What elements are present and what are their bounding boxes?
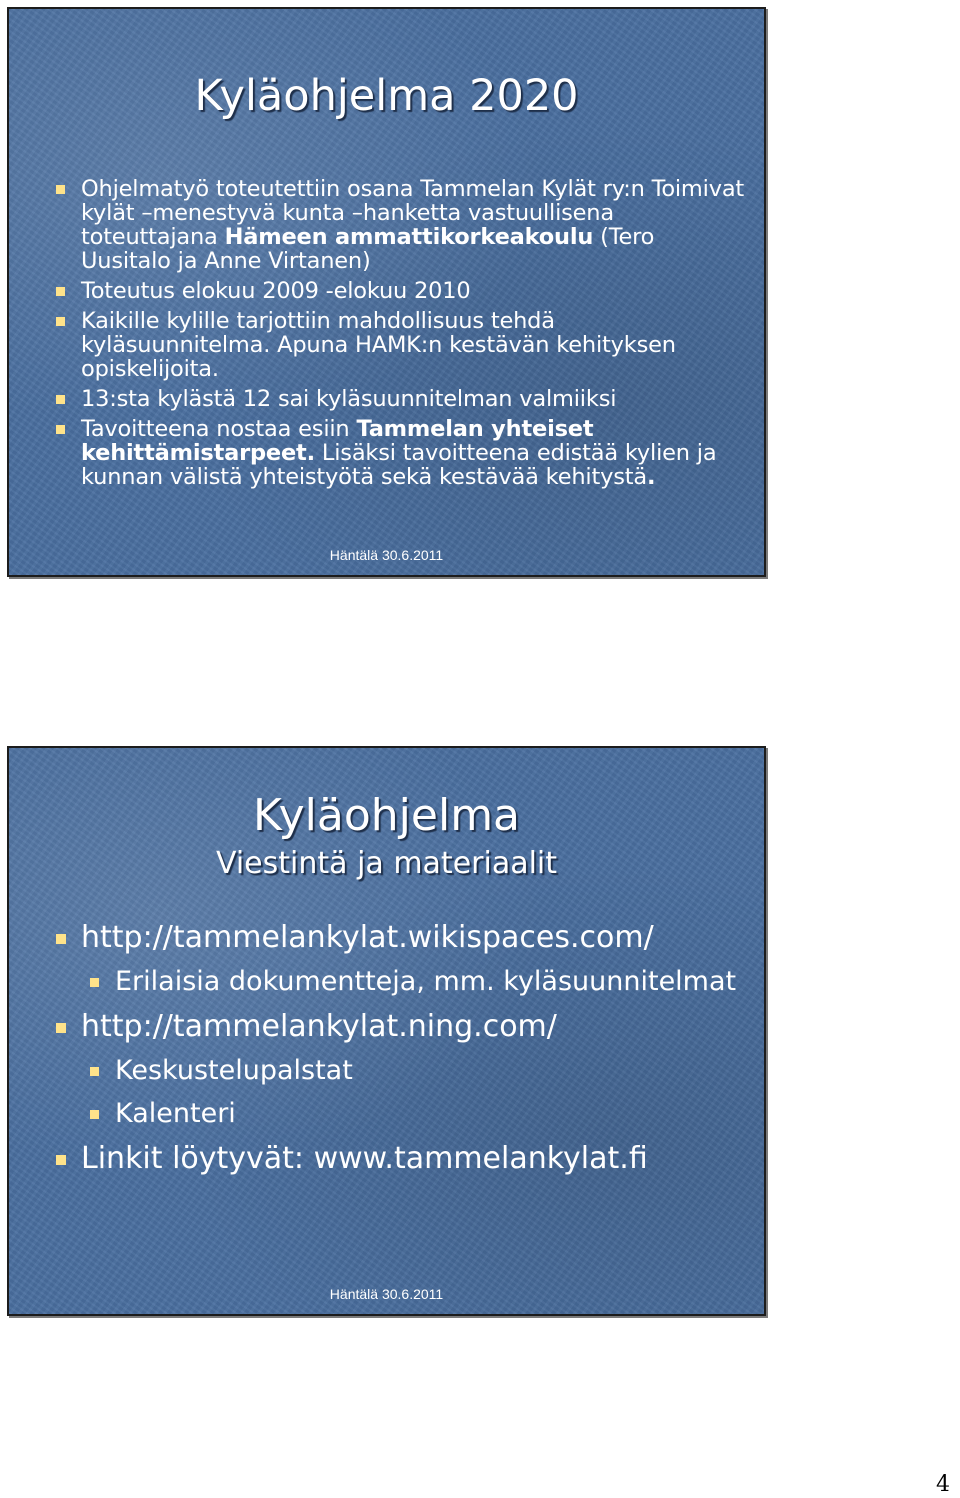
slide-1-footer: Häntälä 30.6.2011: [329, 547, 444, 563]
bullet-text: Kaikille kylille tarjottiin mahdollisuus tehdä kyläsuunnitelma. Apuna HAMK:n kestävän kehityksen opiskelijoita.: [81, 308, 676, 382]
bullet-bold-text: .: [646, 464, 656, 490]
sub-bullet-item: [89, 1098, 745, 1130]
link-text: http://tammelankylat.ning.com/: [81, 1009, 557, 1044]
slide-1: [7, 7, 766, 577]
slide-2-subtitle: Viestintä ja materiaalit: [215, 846, 558, 881]
bullet-item: [55, 1141, 745, 1177]
bullet-bold-text: Hämeen ammattikorkeakoulu: [224, 224, 594, 250]
bullet-text: Kalenteri: [115, 1098, 236, 1129]
bullet-text: Keskustelupalstat: [115, 1055, 353, 1086]
bullet-item: [55, 309, 745, 381]
slide-2-footer: Häntälä 30.6.2011: [329, 1286, 444, 1302]
sub-bullet-item: [89, 1055, 745, 1087]
slide-2: [7, 746, 766, 1316]
bullet-item-link: [55, 920, 745, 956]
bullet-text: Toteutus elokuu 2009 -elokuu 2010: [81, 278, 471, 304]
page-number: 4: [936, 1472, 950, 1497]
bullet-text: Ohjelmatyö toteutettiin osana Tammelan Kylät ry:n Toimivat kylät –menestyvä kunta –hanketta vastuullisena toteuttajana: [81, 176, 745, 250]
bullet-text: Lisäksi tavoitteena edistää kylien ja kunnan välistä yhteistyötä sekä kestävää kehitystä: [81, 440, 717, 490]
bullet-item: [55, 387, 745, 411]
bullet-text: (Tero Uusitalo ja Anne Virtanen): [81, 224, 655, 274]
slide-2-title: Kyläohjelma: [252, 790, 521, 841]
slide-1-bullet-list: [55, 177, 745, 495]
bullet-text: Linkit löytyvät: www.tammelankylat.fi: [81, 1141, 648, 1176]
bullet-bold-text: Tammelan yhteiset kehittämistarpeet.: [81, 416, 594, 466]
slide-2-bullet-list: [55, 920, 745, 1187]
bullet-text: Erilaisia dokumentteja, mm. kyläsuunnitelmat: [115, 966, 737, 997]
slide-1-title: Kyläohjelma 2020: [194, 71, 579, 121]
bullet-item: [55, 417, 745, 489]
link-text: http://tammelankylat.wikispaces.com/: [81, 920, 654, 955]
bullet-text: Tavoitteena nostaa esiin: [81, 416, 357, 442]
bullet-text: 13:sta kylästä 12 sai kyläsuunnitelman valmiiksi: [81, 386, 617, 412]
bullet-item-link: [55, 1009, 745, 1045]
sub-bullet-item: [89, 966, 745, 998]
bullet-item: [55, 177, 745, 273]
bullet-item: [55, 279, 745, 303]
